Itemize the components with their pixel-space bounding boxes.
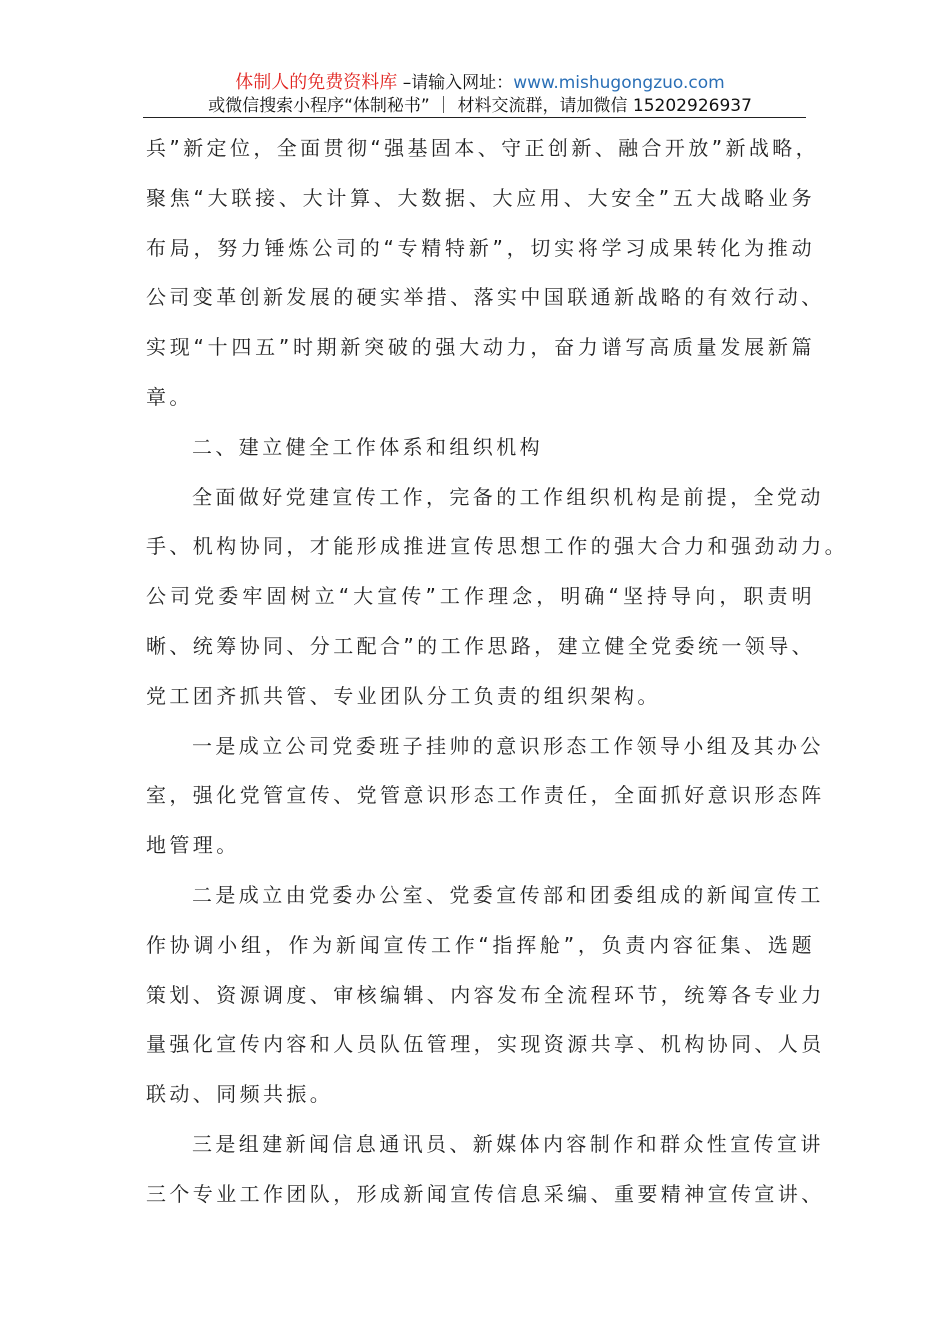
- paragraph-line: 二是成立由党委办公室、党委宣传部和团委组成的新闻宣传工: [192, 882, 824, 907]
- paragraph-line: 兵”新定位，全面贯彻“强基固本、守正创新、融合开放”新战略，: [146, 136, 820, 160]
- header-line-2: 或微信搜索小程序“体制秘书” ｜ 材料交流群，请加微信 15202926937: [208, 96, 752, 116]
- paragraph-line: 公司变革创新发展的硬实举措、落实中国联通新战略的有效行动、: [146, 285, 825, 310]
- paragraph-line: 章。: [146, 384, 193, 409]
- site-name: 体制人的免费资料库: [235, 72, 398, 93]
- paragraph-line: 量强化宣传内容和人员队伍管理，实现资源共享、机构协同、人员: [146, 1032, 825, 1057]
- header-divider: [143, 117, 806, 118]
- paragraph-line: 三个专业工作团队，形成新闻宣传信息采编、重要精神宣传宣讲、: [146, 1181, 825, 1206]
- paragraph-line: 地管理。: [146, 833, 240, 858]
- paragraph-line: 实现“十四五”时期新突破的强大动力，奋力谱写高质量发展新篇: [146, 335, 815, 360]
- paragraph-line: 作协调小组，作为新闻宣传工作“指挥舱”，负责内容征集、选题: [146, 932, 815, 957]
- paragraph-line: 手、机构协同，才能形成推进宣传思想工作的强大合力和强劲动力。: [146, 534, 848, 559]
- paragraph-line: 策划、资源调度、审核编辑、内容发布全流程环节，统筹各专业力: [146, 982, 825, 1007]
- paragraph-line: 二、建立健全工作体系和组织机构: [192, 434, 543, 459]
- paragraph-line: 聚焦“大联接、大计算、大数据、大应用、大安全”五大战略业务: [146, 185, 815, 210]
- document-body: [146, 132, 848, 1228]
- site-url-link[interactable]: www.mishugongzuo.com: [513, 73, 725, 93]
- header-line-1: [140, 72, 820, 94]
- paragraph-line: 晰、统筹协同、分工配合”的工作思路，建立健全党委统一领导、: [146, 633, 815, 658]
- paragraph-line: 三是组建新闻信息通讯员、新媒体内容制作和群众性宣传宣讲: [192, 1131, 824, 1156]
- paragraph-line: 全面做好党建宣传工作，完备的工作组织机构是前提，全党动: [192, 484, 824, 509]
- paragraph-line: 室，强化党管宣传、党管意识形态工作责任，全面抓好意识形态阵: [146, 783, 825, 808]
- paragraph-line: 一是成立公司党委班子挂帅的意识形态工作领导小组及其办公: [192, 733, 824, 758]
- paragraph-line: 联动、同频共振。: [146, 1082, 334, 1107]
- url-prompt: –请输入网址：: [402, 73, 514, 93]
- paragraph-line: 党工团齐抓共管、专业团队分工负责的组织架构。: [146, 683, 661, 708]
- paragraph-line: 公司党委牢固树立“大宣传”工作理念，明确“坚持导向，职责明: [146, 584, 815, 609]
- paragraph-line: 布局，努力锤炼公司的“专精特新”，切实将学习成果转化为推动: [146, 235, 815, 260]
